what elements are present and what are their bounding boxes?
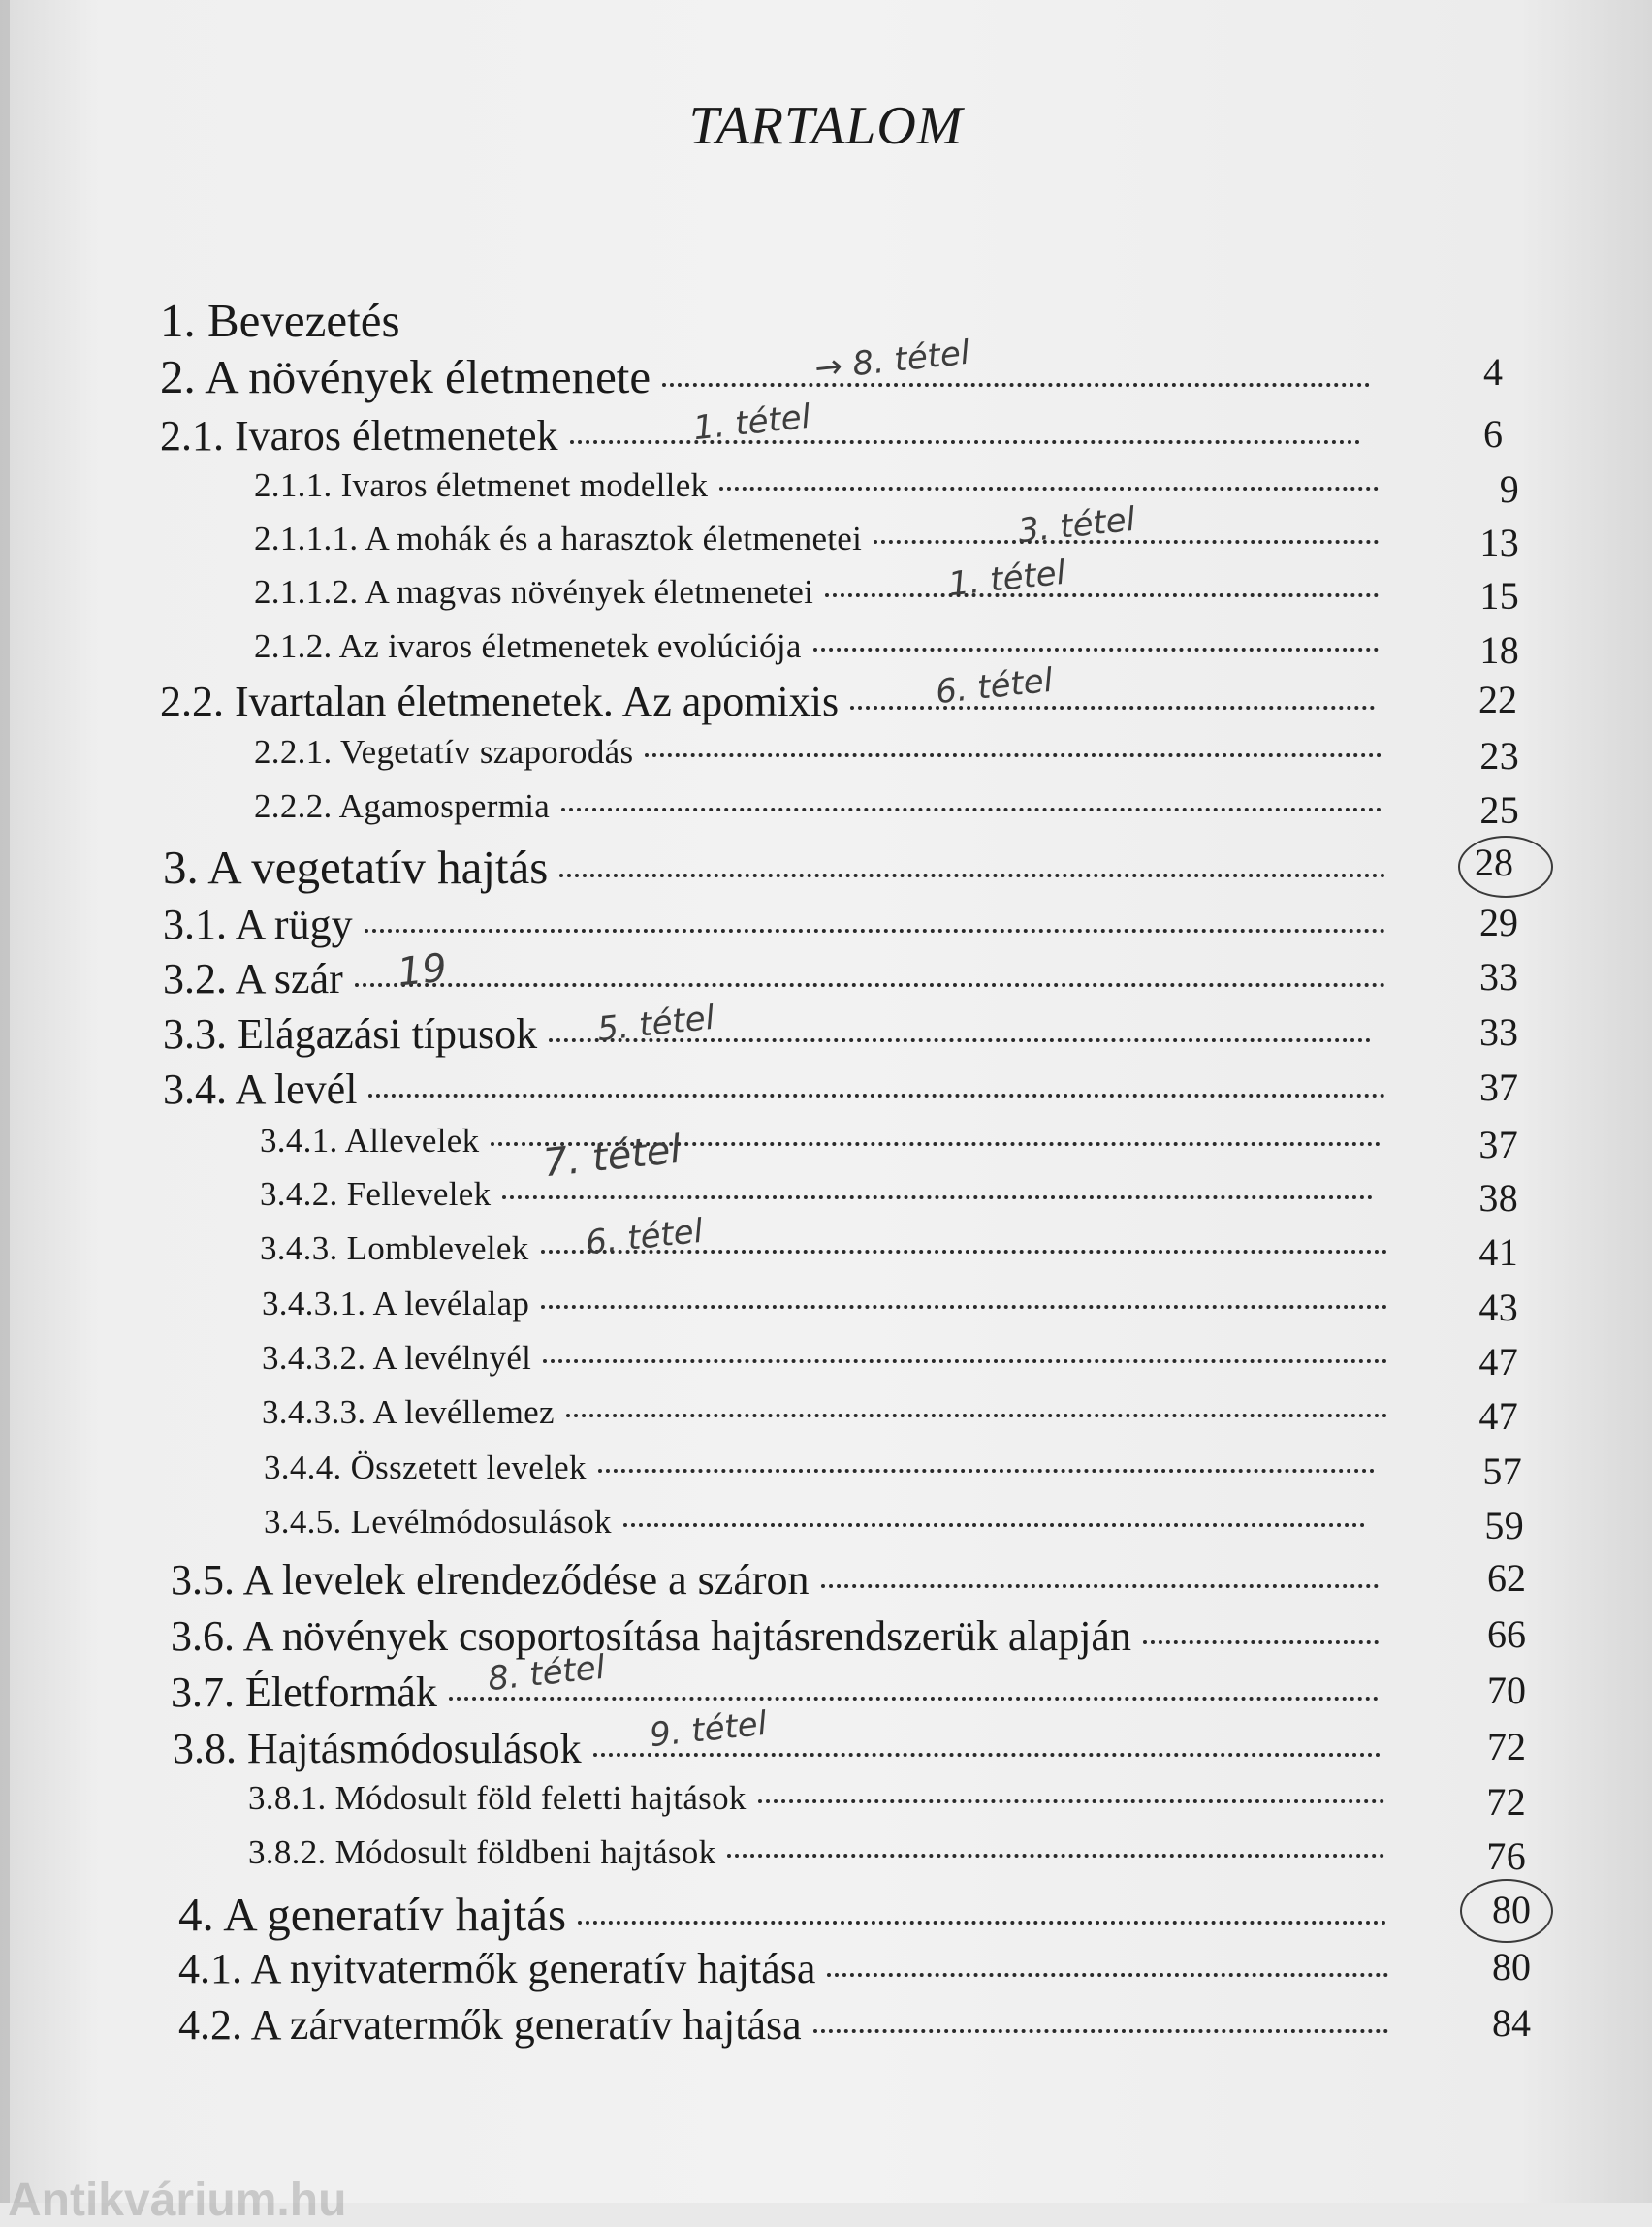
pencil-circle (1460, 1879, 1553, 1943)
toc-entry-label: 2.2. Ivartalan életmenetek. Az apomixis (160, 678, 840, 725)
toc-entry-3-3 (163, 1009, 1518, 1059)
toc-entry-label: 2.2.2. Agamospermia (254, 787, 551, 825)
toc-entry-page: 33 (1479, 955, 1518, 999)
toc-entry-label: 3.8.1. Módosult föld feletti hajtások (248, 1779, 747, 1817)
toc-entry-page: 84 (1492, 2001, 1531, 2045)
toc-entry-label: 3.4.3.2. A levélnyél (262, 1339, 532, 1377)
dot-leader (825, 593, 1379, 597)
toc-entry-label: 4.2. A zárvatermők generatív hajtása (178, 2001, 802, 2049)
dot-leader (850, 706, 1375, 710)
dot-leader (368, 1094, 1385, 1098)
dot-leader (813, 2029, 1388, 2033)
toc-entry-4-2 (178, 2000, 1531, 2050)
toc-entry-page: 59 (1484, 1504, 1524, 1547)
toc-entry-2-2 (160, 677, 1517, 726)
toc-entry-label: 2.2.1. Vegetatív szaporodás (254, 733, 634, 771)
toc-entry-label: 3.6. A növények csoportosítása hajtásrendszerük alapján (171, 1612, 1131, 1660)
toc-entry-2-2-2 (254, 787, 1519, 832)
toc-entry-page: 4 (1483, 350, 1503, 394)
toc-entry-3-4-3-1 (262, 1285, 1518, 1329)
toc-entry-3-2 (163, 954, 1518, 1003)
toc-entry-page: 6 (1483, 412, 1503, 456)
toc-entry-2-2-1 (254, 733, 1519, 778)
toc-entry-label: 3.4. A levél (163, 1066, 358, 1113)
handwritten-note: 8. tétel (486, 1647, 607, 1700)
toc-entry-2-1-1 (254, 466, 1519, 511)
dot-leader (449, 1697, 1379, 1701)
toc-entry-page: 57 (1482, 1449, 1522, 1493)
toc-entry-3-4-5 (264, 1503, 1524, 1547)
toc-entry-label: 3.4.3.3. A levéllemez (262, 1393, 555, 1431)
toc-entry-label: 2.1.1.2. A magvas növények életmenetei (254, 573, 814, 611)
dot-leader (365, 929, 1385, 933)
toc-entry-label: 2.1.2. Az ivaros életmenetek evolúciója (254, 627, 802, 665)
dot-leader (821, 1584, 1380, 1588)
toc-entry-4 (178, 1887, 1531, 1942)
dot-leader (570, 440, 1360, 444)
handwritten-note: 5. tétel (595, 998, 716, 1050)
handwritten-note: 1. tétel (946, 553, 1067, 605)
dot-leader (827, 1973, 1388, 1977)
dot-leader (813, 648, 1379, 652)
toc-entry-label: 3.3. Elágazási típusok (163, 1010, 538, 1058)
toc-entry-2-1-1-2 (254, 573, 1519, 618)
toc-entry-3-8-2 (248, 1833, 1526, 1878)
handwritten-note: → 8. tétel (812, 333, 972, 389)
toc-entry-label: 3.7. Életformák (171, 1669, 437, 1716)
dot-leader (1143, 1640, 1379, 1644)
toc-entry-label: 3.2. A szár (163, 955, 343, 1002)
toc-entry-label: 3.8.2. Módosult földbeni hajtások (248, 1833, 716, 1871)
toc-entry-page: 37 (1479, 1066, 1518, 1109)
toc-entry-3-4-1 (260, 1122, 1518, 1166)
dot-leader (662, 383, 1370, 387)
dot-leader (598, 1469, 1375, 1473)
handwritten-note: 19 (395, 945, 450, 996)
toc-entry-label: 3.4.4. Összetett levelek (264, 1448, 587, 1486)
toc-entry-3 (163, 840, 1513, 895)
toc-entry-page: 66 (1487, 1612, 1526, 1656)
toc-entry-label: 3.8. Hajtásmódosulások (173, 1725, 582, 1772)
toc-entry-4-1 (178, 1944, 1531, 1993)
handwritten-note: 3. tétel (1016, 499, 1137, 552)
toc-entry-page: 28 (1475, 841, 1513, 884)
dot-leader (578, 1921, 1386, 1925)
toc-entry-3-7 (171, 1668, 1526, 1717)
toc-entry-page: 62 (1487, 1556, 1526, 1600)
toc-entry-page: 18 (1479, 628, 1519, 672)
toc-entry-label: 3.4.1. Allevelek (260, 1122, 480, 1160)
toc-entry-label: 3.1. A rügy (163, 901, 353, 948)
toc-entry-label: 4. A generatív hajtás (178, 1888, 567, 1941)
handwritten-note: 6. tétel (584, 1211, 705, 1263)
dot-leader (719, 487, 1379, 491)
dot-leader (541, 1305, 1387, 1309)
toc-entry-page: 22 (1478, 678, 1517, 721)
toc-entry-page: 80 (1492, 1888, 1531, 1931)
handwritten-note: 9. tétel (648, 1703, 769, 1756)
pencil-circle (1458, 836, 1553, 898)
toc-entry-3-5 (171, 1555, 1526, 1605)
toc-entry-page: 38 (1478, 1176, 1518, 1220)
toc-entry-page: 43 (1478, 1286, 1518, 1329)
toc-entry-page: 15 (1479, 574, 1519, 618)
handwritten-note: 1. tétel (691, 397, 812, 449)
toc-entry-3-4-3 (260, 1229, 1518, 1274)
dot-leader (623, 1523, 1365, 1527)
toc-entry-page: 76 (1486, 1834, 1526, 1878)
handwritten-note: 6. tétel (934, 660, 1055, 713)
toc-entry-page: 37 (1478, 1123, 1518, 1166)
toc-entry-page: 72 (1486, 1780, 1526, 1824)
page-title: TARTALOM (688, 96, 964, 156)
toc-entry-label: 2.1. Ivaros életmenetek (160, 412, 558, 460)
toc-entry-label: 3.4.2. Fellevelek (260, 1175, 492, 1213)
toc-entry-page: 9 (1499, 467, 1519, 511)
toc-entry-3-4 (163, 1065, 1518, 1114)
toc-entry-3-8-1 (248, 1779, 1526, 1824)
dot-leader (543, 1359, 1387, 1363)
toc-entry-label: 2.1.1. Ivaros életmenet modellek (254, 466, 709, 504)
toc-entry-page: 41 (1478, 1230, 1518, 1274)
handwritten-note: 7. tétel (540, 1127, 683, 1187)
toc-entry-page: 47 (1478, 1340, 1518, 1384)
toc-entry-page: 80 (1492, 1945, 1531, 1988)
toc-entry-page: 33 (1479, 1010, 1518, 1054)
toc-entry-2-1-2 (254, 627, 1519, 672)
dot-leader (561, 808, 1382, 811)
dot-leader (593, 1753, 1381, 1757)
toc-entry-1 (160, 293, 1382, 348)
toc-entry-2 (160, 349, 1503, 404)
toc-entry-3-8 (173, 1724, 1526, 1773)
toc-entry-page: 70 (1487, 1669, 1526, 1712)
toc-entry-label: 3.4.3. Lomblevelek (260, 1229, 529, 1267)
dot-leader (727, 1854, 1384, 1858)
dot-leader (502, 1195, 1373, 1199)
toc-entry-page: 25 (1479, 788, 1519, 832)
toc-entry-3-6 (171, 1611, 1526, 1661)
dot-leader (645, 753, 1382, 757)
toc-entry-label: 1. Bevezetés (160, 294, 400, 347)
toc-entry-3-4-3-3 (262, 1393, 1518, 1438)
toc-entry-label: 3.4.5. Levélmódosulások (264, 1503, 612, 1541)
toc-entry-page: 29 (1479, 901, 1518, 944)
watermark: Antikvárium.hu (8, 2175, 347, 2226)
toc-entry-page: 13 (1479, 521, 1519, 564)
toc-entry-3-1 (163, 900, 1518, 949)
page-binding-edge (0, 0, 10, 2203)
toc-entry-label: 2.1.1.1. A mohák és a harasztok életmenetei (254, 520, 863, 557)
dot-leader (559, 874, 1385, 877)
dot-leader (566, 1414, 1387, 1417)
dot-leader (355, 983, 1385, 987)
toc-entry-3-4-2 (260, 1175, 1518, 1220)
toc-entry-label: 3.5. A levelek elrendeződése a száron (171, 1556, 810, 1604)
toc-entry-3-4-3-2 (262, 1339, 1518, 1384)
toc-entry-page: 47 (1478, 1394, 1518, 1438)
dot-leader (758, 1799, 1384, 1803)
toc-entry-page: 23 (1479, 734, 1519, 778)
toc-entry-3-4-4 (264, 1448, 1522, 1493)
toc-entry-2-1-1-1 (254, 520, 1519, 564)
toc-entry-page: 72 (1487, 1725, 1526, 1768)
dot-leader (874, 540, 1379, 544)
toc-entry-label: 3. A vegetatív hajtás (163, 841, 549, 894)
toc-entry-label: 3.4.3.1. A levélalap (262, 1285, 530, 1322)
toc-entry-label: 2. A növények életmenete (160, 350, 651, 403)
toc-entry-label: 4.1. A nyitvatermők generatív hajtása (178, 1945, 816, 1992)
